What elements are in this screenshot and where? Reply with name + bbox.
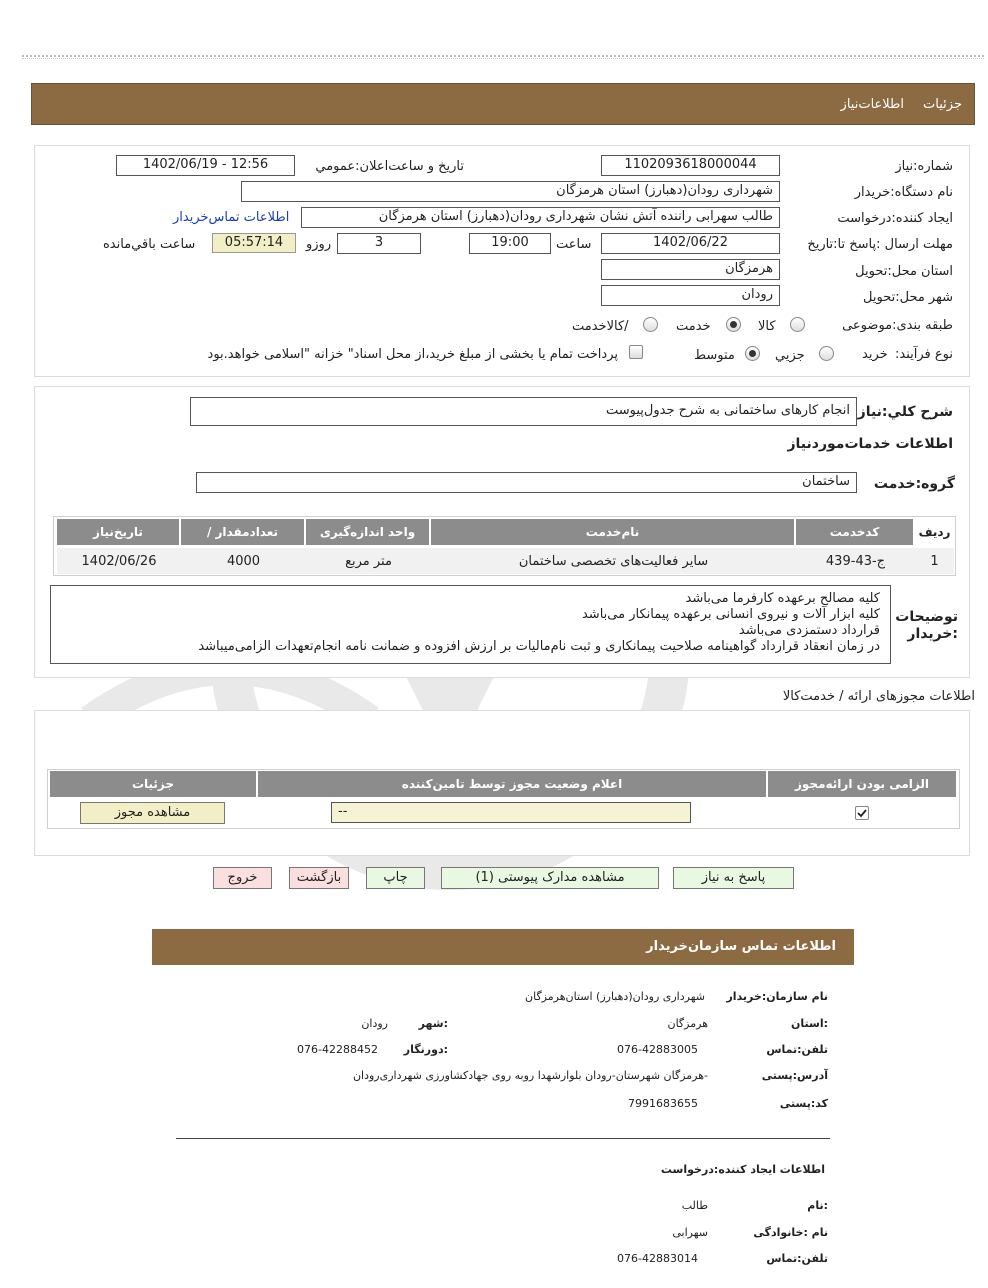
services-header-name: نام‌خدمت bbox=[431, 519, 796, 545]
permit-required-checkbox[interactable] bbox=[855, 806, 869, 820]
province-field: هرمزگان bbox=[601, 259, 780, 280]
contact-org-label: نام سازمان:خریدار bbox=[726, 990, 828, 1003]
treasury-payment-checkbox[interactable] bbox=[629, 345, 643, 359]
contact-postal-label: کد:پستی bbox=[779, 1097, 828, 1110]
buyer-org-label: نام دستگاه:خریدار bbox=[854, 185, 953, 200]
creator-family-value: سهرابی bbox=[672, 1226, 708, 1239]
services-header-row-number: ردیف bbox=[918, 525, 951, 539]
view-attachments-button[interactable]: مشاهده مدارک پیوستی (1) bbox=[441, 867, 659, 889]
category-service-label: خدمت bbox=[676, 319, 711, 334]
need-number-label: شماره:نیاز bbox=[895, 159, 953, 174]
category-goods-label: کالا bbox=[758, 319, 776, 334]
creator-phone-value: 076-42883014 bbox=[617, 1252, 698, 1265]
permit-status-field: -- bbox=[331, 802, 691, 823]
contact-title: اطلاعات تماس سازمان‌خریدار bbox=[646, 939, 836, 954]
creator-section-title: اطلاعات ایجاد کننده:درخواست bbox=[660, 1163, 825, 1176]
process-purchase-label: خرید bbox=[862, 347, 888, 362]
reply-button[interactable]: پاسخ به نیاز bbox=[673, 867, 794, 889]
need-date-cell: 1402/06/26 bbox=[81, 554, 157, 569]
permits-header-details: جزئیات bbox=[50, 771, 258, 797]
category-goods-service-label: /کالاخدمت bbox=[572, 319, 629, 334]
announce-label: تاریخ و ساعت‌اعلان:عمومي bbox=[315, 159, 464, 174]
top-divider bbox=[22, 55, 984, 59]
contact-city-value: رودان bbox=[361, 1017, 388, 1030]
buyer-notes-label: توضیحات :خریدار bbox=[895, 609, 958, 642]
contact-phone-label: تلفن:تماس bbox=[766, 1043, 828, 1056]
category-service-radio[interactable] bbox=[726, 317, 741, 332]
buyer-note-line: قرارداد دستمزدی می‌باشد bbox=[738, 623, 880, 638]
contact-divider bbox=[176, 1138, 830, 1139]
tab-need-info[interactable]: اطلاعات‌نیاز bbox=[840, 97, 904, 112]
deadline-time-field: 19:00 bbox=[469, 233, 551, 254]
page-header bbox=[31, 83, 975, 125]
permits-header-status: اعلام وضعیت مجوز توسط تامین‌کننده bbox=[258, 771, 768, 797]
contact-province-label: :استان bbox=[791, 1017, 828, 1030]
process-label: نوع فرآیند: bbox=[895, 347, 953, 362]
contact-address-label: آدرس:پستی bbox=[761, 1069, 828, 1082]
creator-field: طالب سهرابی راننده آتش نشان شهرداری رودان(دهبارز) استان هرمزگان bbox=[301, 207, 780, 228]
contact-phone-value: 076-42883005 bbox=[617, 1043, 698, 1056]
services-header-date: تاریخ‌نیاز bbox=[57, 519, 181, 545]
creator-family-label: نام :خانوادگی bbox=[753, 1226, 828, 1239]
process-medium-label: متوسط bbox=[694, 348, 735, 363]
contact-address-value: -هرمزگان شهرستان-رودان بلوارشهدا روبه روی جهادکشاورزی شهرداری‌رودان bbox=[352, 1069, 708, 1082]
treasury-payment-note: پرداخت تمام یا بخشی از مبلغ خرید،از محل اسناد" خزانه "اسلامی خواهد.بود bbox=[207, 347, 618, 362]
process-medium-radio[interactable] bbox=[745, 346, 760, 361]
service-name-cell: سایر فعالیت‌های تخصصی ساختمان bbox=[518, 554, 709, 569]
category-goods-radio[interactable] bbox=[790, 317, 805, 332]
need-description-field: انجام کارهای ساختمانی به شرح جدول‌پیوست bbox=[190, 397, 857, 426]
days-label: روزو bbox=[306, 237, 332, 252]
service-group-label: گروه:خدمت bbox=[873, 476, 955, 492]
row-number-cell: 1 bbox=[930, 554, 939, 569]
announce-field: 1402/06/19 - 12:56 bbox=[116, 155, 295, 176]
buyer-org-field: شهرداری رودان(دهبارز) استان هرمزگان bbox=[241, 181, 780, 202]
creator-label: ایجاد کننده:درخواست bbox=[837, 211, 953, 226]
services-section-title: اطلاعات خدمات‌موردنیاز bbox=[787, 436, 953, 452]
creator-name-value: طالب bbox=[681, 1199, 708, 1212]
back-button[interactable]: بازگشت bbox=[289, 867, 349, 889]
creator-name-label: :نام bbox=[807, 1199, 828, 1212]
contact-header bbox=[152, 929, 854, 965]
deadline-date-field: 1402/06/22 bbox=[601, 233, 780, 254]
contact-city-label: :شهر bbox=[418, 1017, 448, 1030]
contact-postal-value: 7991683655 bbox=[628, 1097, 698, 1110]
view-permit-button[interactable]: مشاهده مجوز bbox=[80, 802, 225, 824]
deadline-time-label: ساعت bbox=[556, 237, 592, 252]
need-info-panel bbox=[34, 145, 970, 377]
permits-header-required: الزامی بودن ارائه‌مجوز bbox=[768, 771, 958, 797]
days-field: 3 bbox=[337, 233, 421, 254]
service-code-cell: ج-43-439 bbox=[825, 554, 886, 569]
need-number-field: 1102093618000044 bbox=[601, 155, 780, 176]
remaining-timer: 05:57:14 bbox=[212, 233, 296, 253]
category-label: طبقه بندی:موضوعی bbox=[842, 318, 953, 333]
quantity-cell: 4000 bbox=[226, 554, 261, 569]
process-minor-label: جزیي bbox=[775, 348, 805, 363]
exit-button[interactable]: خروج bbox=[213, 867, 272, 889]
buyer-contact-link[interactable]: اطلاعات تماس‌خریدار bbox=[173, 210, 290, 225]
remaining-label: ساعت باقي‌مانده bbox=[103, 237, 196, 252]
city-field: رودان bbox=[601, 285, 780, 306]
contact-province-value: هرمزگان bbox=[667, 1017, 708, 1030]
permits-title: اطلاعات مجوزهای ارائه / خدمت‌کالا bbox=[782, 689, 975, 704]
process-minor-radio[interactable] bbox=[819, 346, 834, 361]
services-header-quantity: / تعدادمقدار bbox=[181, 519, 306, 545]
city-label: شهر محل:تحویل bbox=[863, 290, 953, 305]
deadline-label: مهلت ارسال :پاسخ تا:تاریخ bbox=[807, 237, 953, 252]
services-header-code: کدخدمت bbox=[796, 519, 915, 545]
contact-org-value: شهرداری رودان(دهبارز) استان‌هرمزگان bbox=[525, 990, 705, 1003]
tab-details[interactable]: جزئیات bbox=[923, 97, 962, 112]
need-description-label: شرح کلي:نیاز bbox=[857, 404, 953, 420]
buyer-note-line: در زمان انعقاد قرارداد گواهینامه صلاحیت پیمانکاری و ثبت نام‌مالیات بر ارزش افزوده و ضمانت نامه انجام‌تعهدات الزامی‌میباشد bbox=[198, 639, 880, 654]
buyer-notes-box bbox=[50, 585, 891, 664]
creator-phone-label: تلفن:تماس bbox=[766, 1252, 828, 1265]
checkmark-icon bbox=[856, 807, 868, 819]
unit-cell: متر مربع bbox=[345, 554, 392, 569]
contact-fax-label: :دورنگار bbox=[403, 1043, 448, 1056]
category-goods-service-radio[interactable] bbox=[643, 317, 658, 332]
contact-fax-value: 076-42288452 bbox=[297, 1043, 378, 1056]
service-group-field: ساختمان bbox=[196, 472, 857, 493]
print-button[interactable]: چاپ bbox=[366, 867, 425, 889]
services-header-unit: واحد اندازه‌گیری bbox=[306, 519, 431, 545]
buyer-note-line: کلیه ابزار آلات و نیروی انسانی برعهده پیمانکار می‌باشد bbox=[581, 607, 880, 622]
province-label: استان محل:تحویل bbox=[855, 264, 953, 279]
buyer-note-line: کلیه مصالح برعهده کارفرما می‌باشد bbox=[685, 591, 880, 606]
